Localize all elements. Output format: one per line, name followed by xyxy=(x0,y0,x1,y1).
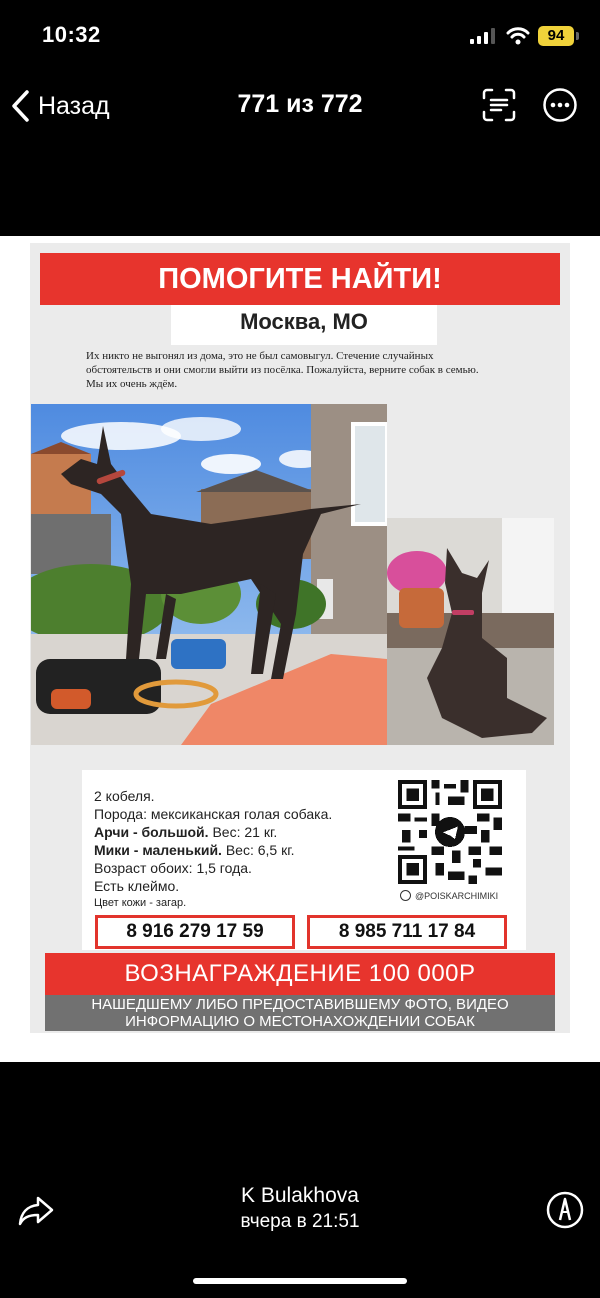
qr-handle xyxy=(400,890,498,901)
archi-weight: Вес: 21 кг. xyxy=(208,824,278,840)
info-miki xyxy=(94,842,295,858)
qr-code xyxy=(398,780,502,884)
reward-note-line: НАШЕДШЕМУ ЛИБО ПРЕДОСТАВИВШЕМУ ФОТО, ВИДЕО xyxy=(91,996,509,1013)
info-breed: Порода: мексиканская голая собака. xyxy=(94,806,333,822)
phone-number: 8 985 711 17 84 xyxy=(307,915,507,949)
info-age: Возраст обоих: 1,5 года. xyxy=(94,860,252,876)
archi-name: Арчи - большой. xyxy=(94,824,209,840)
status-time: 10:32 xyxy=(42,22,101,47)
sent-time: вчера в 21:51 xyxy=(240,1211,360,1232)
wifi-icon xyxy=(506,25,530,45)
intro-line: Мы их очень ждём. xyxy=(86,378,178,390)
intro-line: обстоятельств и они смогли выйти из посёлка. Пожалуйста, верните собак в семью. xyxy=(86,364,479,376)
back-label: Назад xyxy=(38,91,110,120)
dog-photo-archi xyxy=(31,404,387,745)
battery-indicator: 94 xyxy=(538,26,574,46)
ellipsis-circle-icon[interactable] xyxy=(542,87,578,123)
info-brand: Есть клеймо. xyxy=(94,878,180,894)
info-count: 2 кобеля. xyxy=(94,788,155,804)
home-indicator[interactable] xyxy=(193,1278,407,1284)
battery-tip xyxy=(576,32,579,40)
poster-headline: ПОМОГИТЕ НАЙТИ! xyxy=(40,253,560,305)
poster-city: Москва, МО xyxy=(171,305,437,345)
qr-handle-label: @POISKARCHIMIKI xyxy=(415,891,499,901)
miki-name: Мики - маленький. xyxy=(94,842,222,858)
reward-note-line: ИНФОРМАЦИЮ О МЕСТОНАХОЖДЕНИИ СОБАК xyxy=(125,1013,475,1030)
live-text-icon[interactable] xyxy=(481,87,517,123)
telegram-icon xyxy=(400,890,411,901)
miki-weight: Вес: 6,5 кг. xyxy=(221,842,295,858)
poster-intro xyxy=(86,349,522,391)
info-skin: Цвет кожи - загар. xyxy=(94,897,187,909)
dog-photo-miki xyxy=(387,518,554,745)
reward-banner: ВОЗНАГРАЖДЕНИЕ 100 000Р xyxy=(45,953,555,995)
markup-pen-icon[interactable] xyxy=(545,1190,585,1230)
reward-note xyxy=(45,995,555,1031)
intro-line: Их никто не выгонял из дома, это не был самовыгул. Стечение случайных xyxy=(86,350,434,362)
photo-counter: 771 из 772 xyxy=(237,90,363,118)
info-archi xyxy=(94,824,277,840)
cell-signal-icon xyxy=(470,28,496,44)
phone-number: 8 916 279 17 59 xyxy=(95,915,295,949)
sender-name: K Bulakhova xyxy=(241,1184,359,1207)
